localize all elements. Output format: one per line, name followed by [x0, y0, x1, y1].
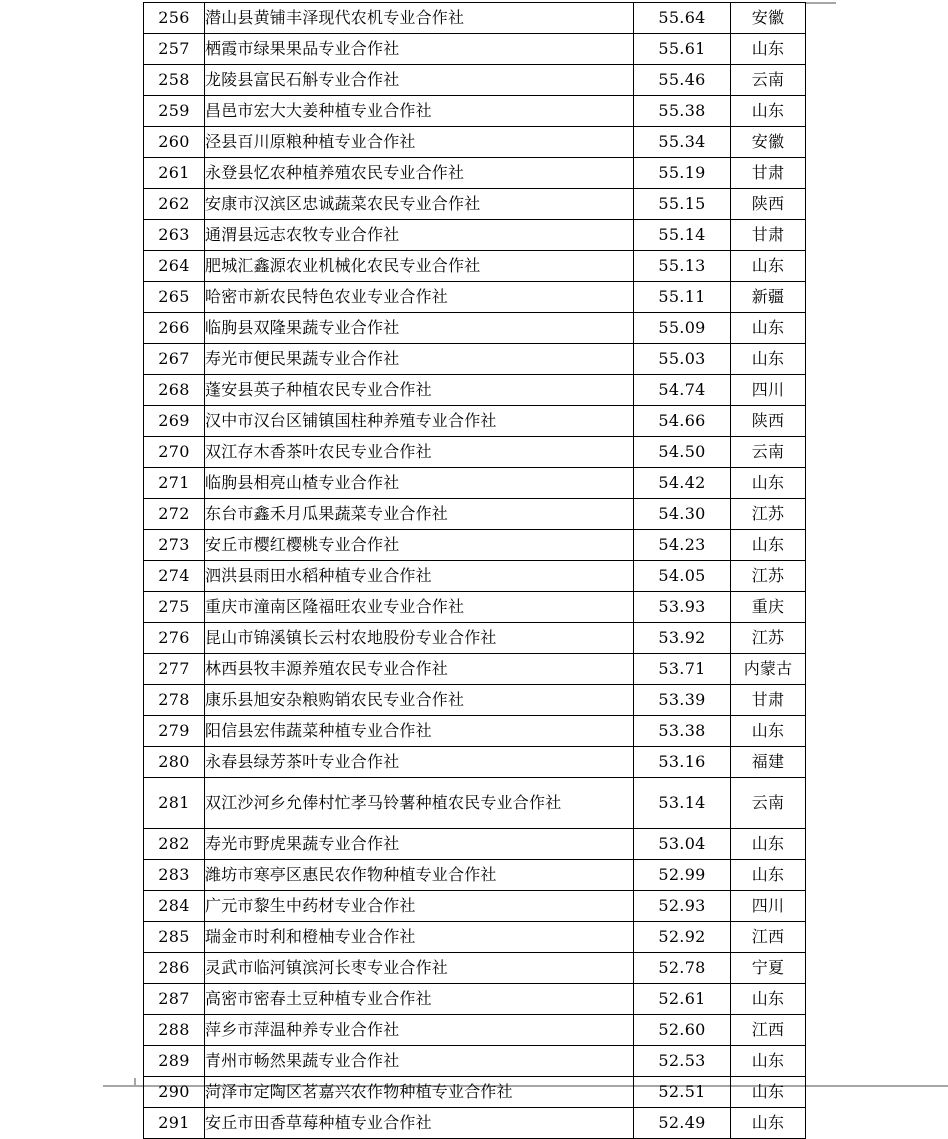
table-row — [144, 747, 806, 778]
cell-name: 安康市汉滨区忠诚蔬菜农民专业合作社 — [205, 189, 634, 220]
cell-rank: 267 — [144, 344, 205, 375]
cell-score: 54.50 — [634, 437, 731, 468]
cell-score: 55.03 — [634, 344, 731, 375]
cell-province: 重庆 — [731, 592, 806, 623]
cell-name: 泗洪县雨田水稻种植专业合作社 — [205, 561, 634, 592]
table-row — [144, 891, 806, 922]
ranking-table — [143, 2, 806, 1139]
table-row — [144, 3, 806, 34]
cell-province: 四川 — [731, 891, 806, 922]
cell-province: 安徽 — [731, 127, 806, 158]
cell-score: 55.19 — [634, 158, 731, 189]
cell-rank: 280 — [144, 747, 205, 778]
cell-province: 宁夏 — [731, 953, 806, 984]
cell-province: 云南 — [731, 437, 806, 468]
cell-province: 山东 — [731, 860, 806, 891]
table-row — [144, 860, 806, 891]
cell-name: 永春县绿芳茶叶专业合作社 — [205, 747, 634, 778]
cell-rank: 274 — [144, 561, 205, 592]
table-row — [144, 984, 806, 1015]
cell-province: 山东 — [731, 984, 806, 1015]
table-row — [144, 158, 806, 189]
table-row — [144, 778, 806, 829]
cell-score: 55.09 — [634, 313, 731, 344]
cell-name: 寿光市便民果蔬专业合作社 — [205, 344, 634, 375]
cell-score: 55.34 — [634, 127, 731, 158]
cell-rank: 269 — [144, 406, 205, 437]
cell-name: 瑞金市时利和橙柚专业合作社 — [205, 922, 634, 953]
cell-rank: 288 — [144, 1015, 205, 1046]
cell-rank: 287 — [144, 984, 205, 1015]
cell-score: 52.53 — [634, 1046, 731, 1077]
table-row — [144, 251, 806, 282]
cell-province: 山东 — [731, 313, 806, 344]
table-row — [144, 468, 806, 499]
cell-province: 新疆 — [731, 282, 806, 313]
cell-name: 广元市黎生中药材专业合作社 — [205, 891, 634, 922]
cell-name: 肥城汇鑫源农业机械化农民专业合作社 — [205, 251, 634, 282]
cell-rank: 281 — [144, 778, 205, 829]
table-row — [144, 313, 806, 344]
cell-province: 甘肃 — [731, 158, 806, 189]
page-margin-marker-bottom-left — [134, 1078, 136, 1087]
cell-province: 山东 — [731, 34, 806, 65]
cell-province: 云南 — [731, 778, 806, 829]
cell-name: 阳信县宏伟蔬菜种植专业合作社 — [205, 716, 634, 747]
cell-rank: 270 — [144, 437, 205, 468]
cell-province: 云南 — [731, 65, 806, 96]
cell-name: 蓬安县英子种植农民专业合作社 — [205, 375, 634, 406]
cell-score: 55.14 — [634, 220, 731, 251]
cell-rank: 276 — [144, 623, 205, 654]
cell-score: 55.61 — [634, 34, 731, 65]
cell-rank: 271 — [144, 468, 205, 499]
table-row — [144, 592, 806, 623]
cell-name: 双江存木香茶叶农民专业合作社 — [205, 437, 634, 468]
table-row — [144, 623, 806, 654]
table-row — [144, 437, 806, 468]
cell-province: 四川 — [731, 375, 806, 406]
cell-rank: 277 — [144, 654, 205, 685]
cell-score: 54.42 — [634, 468, 731, 499]
cell-name: 通渭县远志农牧专业合作社 — [205, 220, 634, 251]
table-row — [144, 499, 806, 530]
cell-score: 52.92 — [634, 922, 731, 953]
cell-name: 安丘市田香草莓种植专业合作社 — [205, 1108, 634, 1139]
cell-score: 55.13 — [634, 251, 731, 282]
table-row — [144, 953, 806, 984]
table-row — [144, 1077, 806, 1108]
cell-score: 55.38 — [634, 96, 731, 127]
cell-rank: 278 — [144, 685, 205, 716]
table-row — [144, 922, 806, 953]
cell-rank: 257 — [144, 34, 205, 65]
cell-name: 萍乡市萍温种养专业合作社 — [205, 1015, 634, 1046]
cell-name: 东台市鑫禾月瓜果蔬菜专业合作社 — [205, 499, 634, 530]
cell-score: 53.71 — [634, 654, 731, 685]
cell-name: 寿光市野虎果蔬专业合作社 — [205, 829, 634, 860]
cell-score: 54.30 — [634, 499, 731, 530]
table-row — [144, 829, 806, 860]
cell-score: 55.11 — [634, 282, 731, 313]
cell-rank: 262 — [144, 189, 205, 220]
cell-province: 山东 — [731, 1108, 806, 1139]
cell-province: 山东 — [731, 829, 806, 860]
cell-score: 54.05 — [634, 561, 731, 592]
table-row — [144, 561, 806, 592]
table-row — [144, 685, 806, 716]
cell-name: 林西县牧丰源养殖农民专业合作社 — [205, 654, 634, 685]
table-row — [144, 220, 806, 251]
cell-score: 55.64 — [634, 3, 731, 34]
cell-score: 52.99 — [634, 860, 731, 891]
cell-rank: 258 — [144, 65, 205, 96]
table-row — [144, 127, 806, 158]
cell-score: 55.15 — [634, 189, 731, 220]
cell-score: 52.49 — [634, 1108, 731, 1139]
table-row — [144, 716, 806, 747]
cell-province: 陕西 — [731, 406, 806, 437]
cell-name: 汉中市汉台区铺镇国柱种养殖专业合作社 — [205, 406, 634, 437]
cell-name: 高密市密春土豆种植专业合作社 — [205, 984, 634, 1015]
cell-name: 潍坊市寒亭区惠民农作物种植专业合作社 — [205, 860, 634, 891]
table-row — [144, 34, 806, 65]
cell-province: 山东 — [731, 96, 806, 127]
cell-score: 52.93 — [634, 891, 731, 922]
cell-rank: 289 — [144, 1046, 205, 1077]
cell-province: 山东 — [731, 1077, 806, 1108]
cell-score: 53.16 — [634, 747, 731, 778]
cell-rank: 273 — [144, 530, 205, 561]
cell-rank: 259 — [144, 96, 205, 127]
table-row — [144, 96, 806, 127]
cell-name: 安丘市樱红樱桃专业合作社 — [205, 530, 634, 561]
cell-score: 53.04 — [634, 829, 731, 860]
cell-province: 山东 — [731, 530, 806, 561]
cell-name: 双江沙河乡允俸村忙孝马铃薯种植农民专业合作社 — [205, 778, 634, 829]
cell-rank: 275 — [144, 592, 205, 623]
cell-rank: 286 — [144, 953, 205, 984]
table-row — [144, 1108, 806, 1139]
cell-province: 福建 — [731, 747, 806, 778]
cell-province: 内蒙古 — [731, 654, 806, 685]
cell-name: 重庆市潼南区隆福旺农业专业合作社 — [205, 592, 634, 623]
cell-rank: 272 — [144, 499, 205, 530]
cell-province: 山东 — [731, 344, 806, 375]
cell-rank: 268 — [144, 375, 205, 406]
cell-name: 哈密市新农民特色农业专业合作社 — [205, 282, 634, 313]
table-row — [144, 530, 806, 561]
cell-province: 安徽 — [731, 3, 806, 34]
cell-score: 54.66 — [634, 406, 731, 437]
cell-province: 山东 — [731, 468, 806, 499]
cell-province: 山东 — [731, 1046, 806, 1077]
cell-name: 临朐县双隆果蔬专业合作社 — [205, 313, 634, 344]
table-row — [144, 654, 806, 685]
cell-name: 临朐县相亮山楂专业合作社 — [205, 468, 634, 499]
cell-score: 54.23 — [634, 530, 731, 561]
table-row — [144, 282, 806, 313]
cell-province: 江西 — [731, 1015, 806, 1046]
page-margin-marker-top-right — [806, 2, 836, 4]
cell-score: 53.38 — [634, 716, 731, 747]
cell-score: 54.74 — [634, 375, 731, 406]
cell-name: 昆山市锦溪镇长云村农地股份专业合作社 — [205, 623, 634, 654]
cell-name: 康乐县旭安杂粮购销农民专业合作社 — [205, 685, 634, 716]
cell-rank: 263 — [144, 220, 205, 251]
cell-score: 53.39 — [634, 685, 731, 716]
cell-rank: 256 — [144, 3, 205, 34]
cell-name: 泾县百川原粮种植专业合作社 — [205, 127, 634, 158]
cell-score: 53.93 — [634, 592, 731, 623]
cell-province: 山东 — [731, 716, 806, 747]
cell-rank: 266 — [144, 313, 205, 344]
cell-name: 栖霞市绿果果品专业合作社 — [205, 34, 634, 65]
cell-score: 52.78 — [634, 953, 731, 984]
cell-rank: 290 — [144, 1077, 205, 1108]
cell-rank: 260 — [144, 127, 205, 158]
cell-province: 江苏 — [731, 623, 806, 654]
cell-score: 52.60 — [634, 1015, 731, 1046]
cell-rank: 284 — [144, 891, 205, 922]
cell-rank: 261 — [144, 158, 205, 189]
cell-rank: 264 — [144, 251, 205, 282]
cell-province: 江苏 — [731, 499, 806, 530]
table-row — [144, 344, 806, 375]
table-row — [144, 1046, 806, 1077]
table-row — [144, 406, 806, 437]
table-row — [144, 375, 806, 406]
cell-name: 菏泽市定陶区茗嘉兴农作物种植专业合作社 — [205, 1077, 634, 1108]
table-row — [144, 65, 806, 96]
cell-name: 昌邑市宏大大姜种植专业合作社 — [205, 96, 634, 127]
table-row — [144, 189, 806, 220]
table-row — [144, 1015, 806, 1046]
cell-score: 52.61 — [634, 984, 731, 1015]
cell-score: 53.92 — [634, 623, 731, 654]
cell-name: 潜山县黄铺丰泽现代农机专业合作社 — [205, 3, 634, 34]
cell-name: 灵武市临河镇滨河长枣专业合作社 — [205, 953, 634, 984]
cell-score: 55.46 — [634, 65, 731, 96]
cell-name: 龙陵县富民石斛专业合作社 — [205, 65, 634, 96]
ranking-table-container — [143, 2, 805, 1139]
cell-rank: 282 — [144, 829, 205, 860]
cell-province: 山东 — [731, 251, 806, 282]
cell-rank: 279 — [144, 716, 205, 747]
cell-rank: 285 — [144, 922, 205, 953]
cell-name: 青州市畅然果蔬专业合作社 — [205, 1046, 634, 1077]
cell-rank: 283 — [144, 860, 205, 891]
cell-province: 江苏 — [731, 561, 806, 592]
ranking-table-body — [144, 3, 806, 1139]
cell-score: 52.51 — [634, 1077, 731, 1108]
cell-rank: 265 — [144, 282, 205, 313]
cell-name: 永登县忆农种植养殖农民专业合作社 — [205, 158, 634, 189]
cell-province: 甘肃 — [731, 685, 806, 716]
cell-rank: 291 — [144, 1108, 205, 1139]
cell-province: 江西 — [731, 922, 806, 953]
cell-province: 甘肃 — [731, 220, 806, 251]
cell-province: 陕西 — [731, 189, 806, 220]
cell-score: 53.14 — [634, 778, 731, 829]
